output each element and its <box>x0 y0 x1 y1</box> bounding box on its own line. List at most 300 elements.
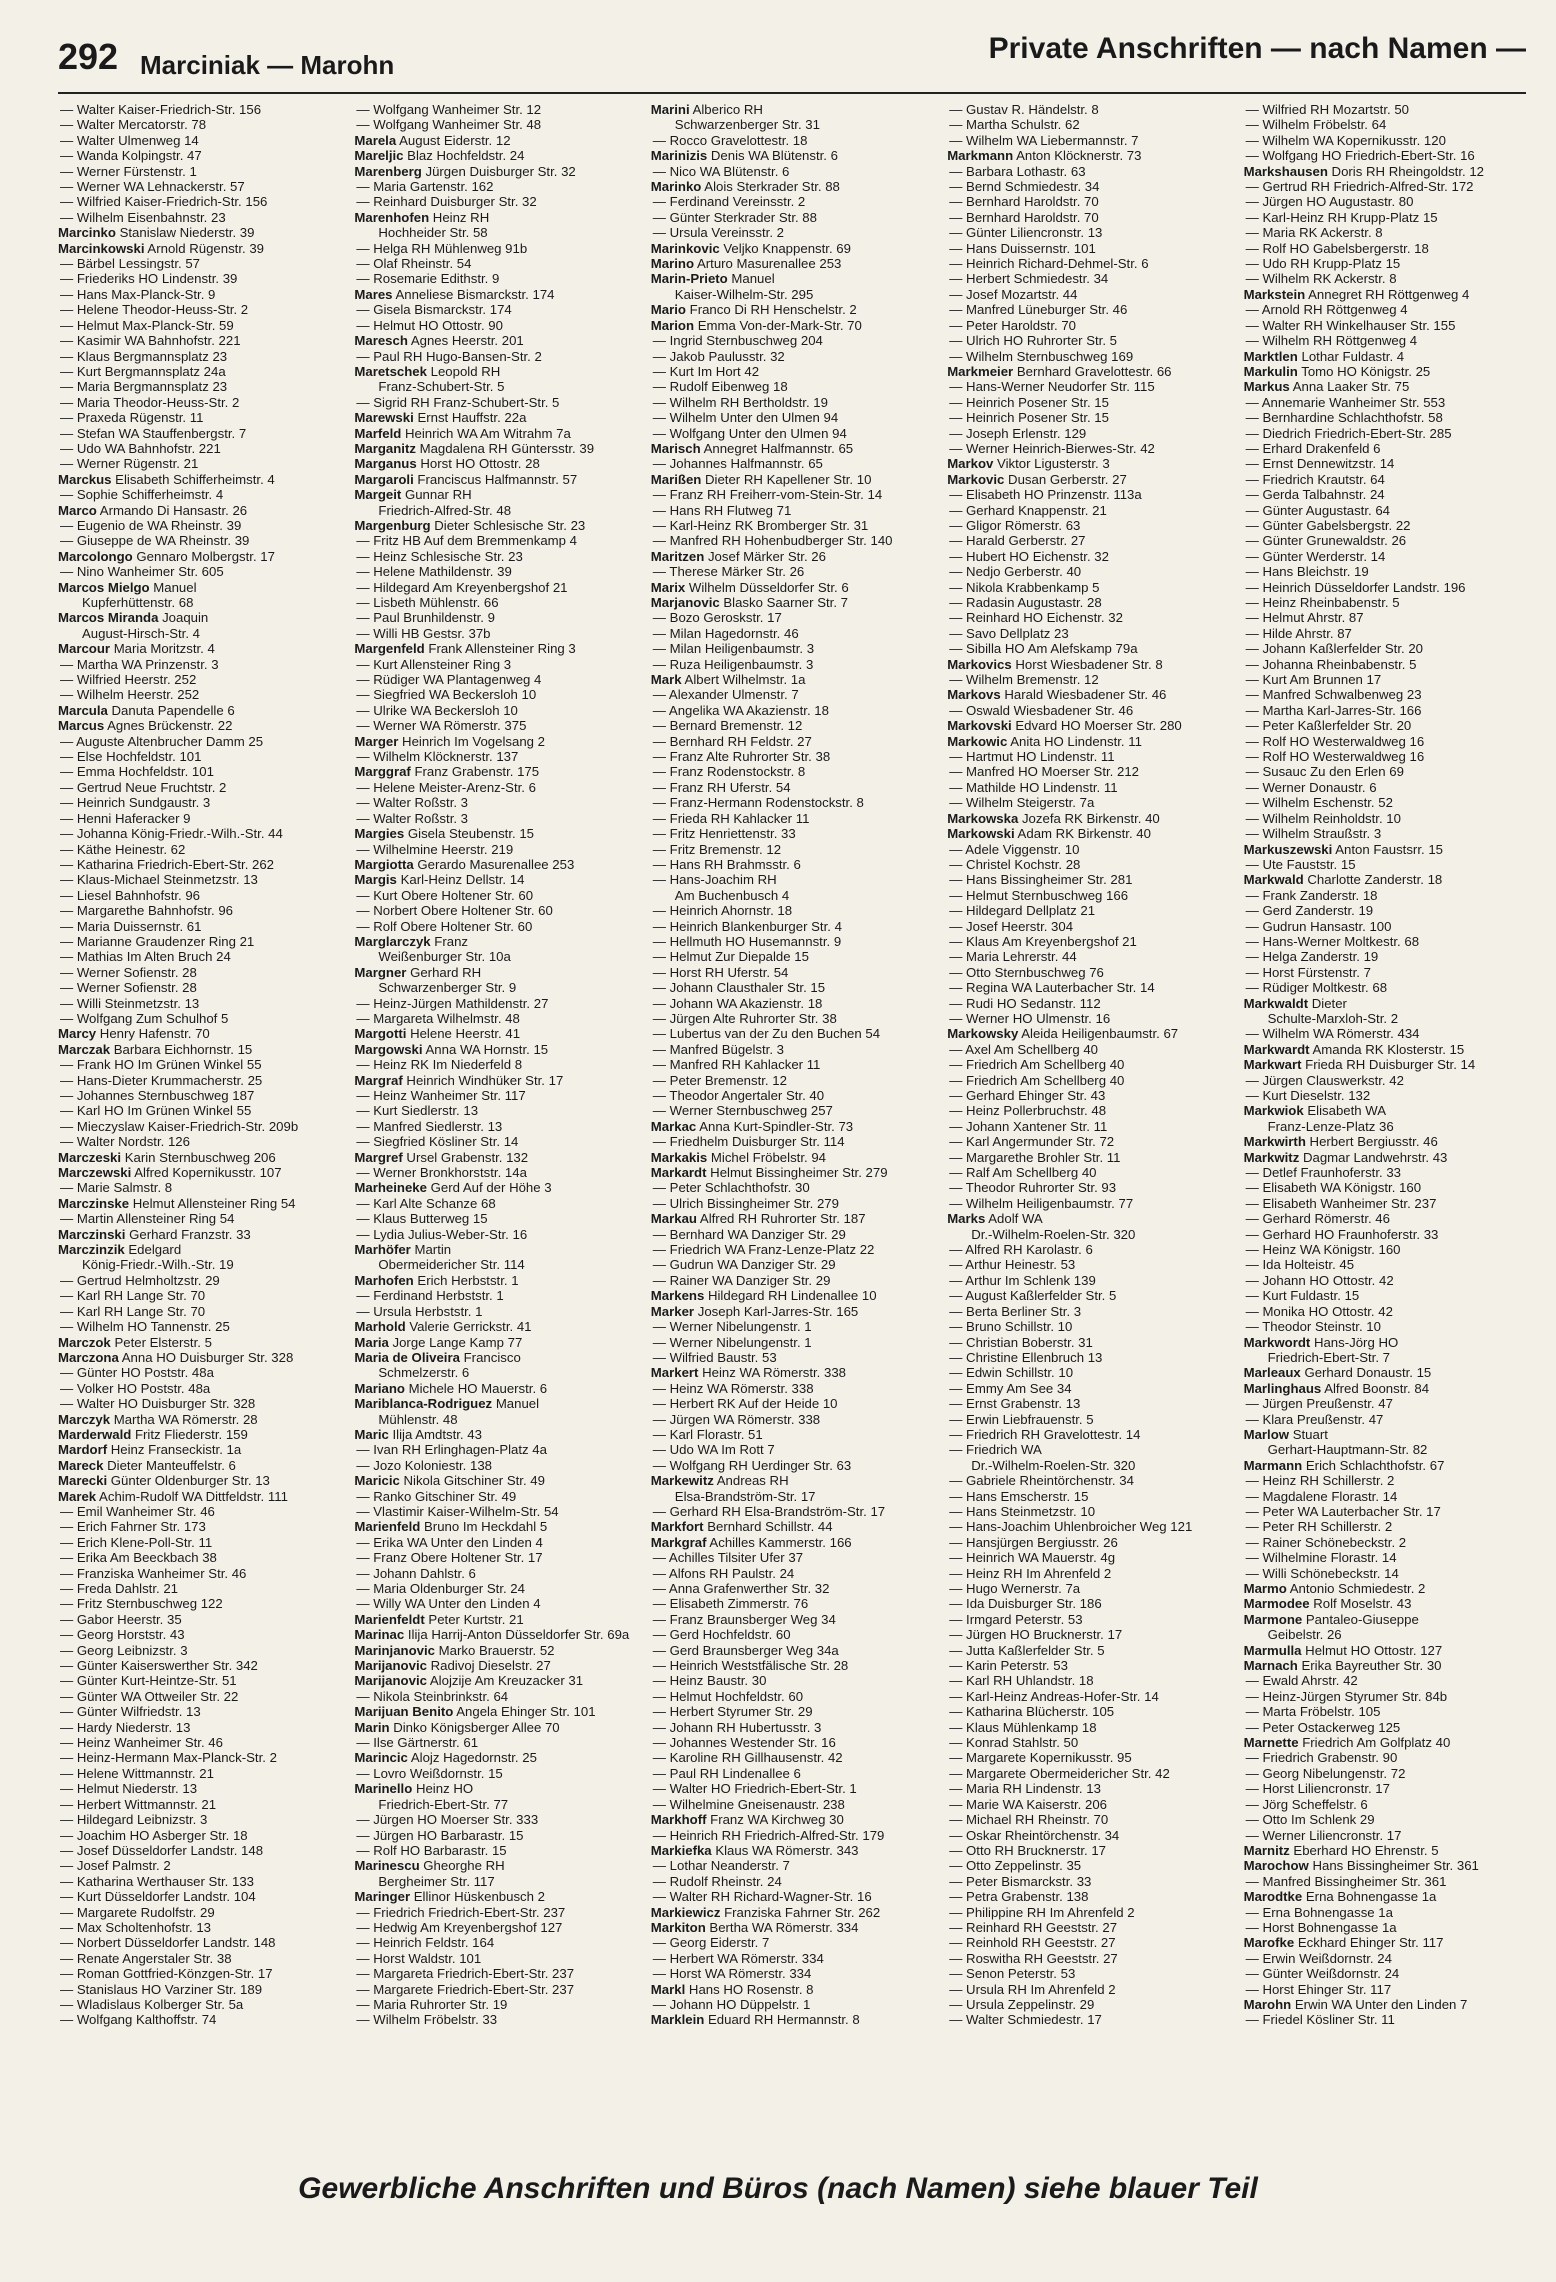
directory-entry <box>354 1350 636 1365</box>
directory-subentry: — Gerd Braunsberger Weg 34a <box>652 1642 839 1658</box>
surname: Marcinko <box>58 225 116 241</box>
entry-details: Albert Wilhelmstr. 1a <box>681 672 806 688</box>
directory-subentry: — Ulrich HO Ruhrorter Str. 5 <box>949 333 1117 349</box>
surname: Markulin <box>1243 363 1298 379</box>
entry-details: Amanda RK Klosterstr. 15 <box>1309 1041 1465 1057</box>
directory-entry <box>1244 1596 1526 1611</box>
directory-subentry: — Erich Klene-Poll-Str. 11 <box>60 1534 213 1550</box>
directory-entry <box>1244 1042 1526 1057</box>
surname: Marewski <box>354 410 414 426</box>
entry-details: Eberhard HO Ehrenstr. 5 <box>1289 1842 1439 1858</box>
directory-entry <box>58 1165 340 1180</box>
entry-details: Heinz WA Römerstr. 338 <box>698 1365 847 1381</box>
directory-entry <box>58 1150 340 1165</box>
directory-subentry: — Helmut Niederstr. 13 <box>60 1781 198 1797</box>
directory-subentry: — Helene Meister-Arenz-Str. 6 <box>356 779 536 795</box>
entry-details: Erich Herbststr. 1 <box>413 1272 519 1288</box>
directory-subentry: — Josef Heerstr. 304 <box>949 918 1074 934</box>
entry-details: Harald Wiesbadener Str. 46 <box>1000 687 1167 703</box>
surname: Markau <box>650 1211 697 1227</box>
directory-entry <box>354 410 636 425</box>
directory-subentry: — Anna Grafenwerther Str. 32 <box>652 1581 830 1596</box>
directory-entry <box>58 1350 340 1365</box>
directory-subentry: — Hans Bissingheimer Str. 281 <box>949 872 1133 888</box>
directory-subentry: — Klaus Bergmannsplatz 23 <box>60 348 228 364</box>
surname: Marks <box>947 1211 986 1227</box>
directory-entry-continuation: Obermeidericher Str. 114 <box>378 1257 525 1273</box>
entry-details: Friedrich Am Golfplatz 40 <box>1298 1735 1451 1751</box>
directory-subentry: — Georg Horststr. 43 <box>60 1627 185 1643</box>
entry-details: Franciscus Halfmannstr. 57 <box>413 471 578 487</box>
directory-subentry: — Kurt Siedlerstr. 13 <box>356 1103 479 1119</box>
surname: Markl <box>650 1981 686 1997</box>
entry-details: Fritz Fliederstr. 159 <box>131 1426 248 1442</box>
surname: Marco <box>58 502 97 518</box>
entry-details: Edvard HO Moerser Str. 280 <box>1011 718 1182 734</box>
directory-subentry: — Hildegard Dellplatz 21 <box>949 903 1096 919</box>
directory-entry-continuation: Kaiser-Wilhelm-Str. 295 <box>674 286 814 302</box>
directory-entry <box>947 1211 1229 1226</box>
entry-details: Adolf WA <box>985 1211 1043 1227</box>
directory-subentry: — Walter Mercatorstr. 78 <box>60 117 207 133</box>
directory-subentry: — Ulrike WA Beckersloh 10 <box>356 702 518 718</box>
surname: Marinello <box>354 1781 413 1797</box>
directory-entry <box>354 133 636 148</box>
directory-subentry: — Heinrich Posener Str. 15 <box>949 394 1109 410</box>
entry-details: Martin <box>410 1242 452 1258</box>
directory-subentry: — Fritz Sternbuschweg 122 <box>60 1596 223 1612</box>
directory-subentry: — Auguste Altenbrucher Damm 25 <box>60 733 264 749</box>
surname: Marganus <box>354 456 417 472</box>
surname: Marmulla <box>1243 1642 1302 1658</box>
directory-subentry: — Heinz-Hermann Max-Planck-Str. 2 <box>60 1750 277 1766</box>
directory-subentry: — Paul Brunhildenstr. 9 <box>356 610 495 626</box>
directory-subentry: — Günter Augustastr. 64 <box>1245 502 1391 518</box>
directory-subentry: — Lovro Weißdornstr. 15 <box>356 1765 503 1781</box>
directory-entry <box>354 1026 636 1041</box>
directory-subentry: — Milan Hagedornstr. 46 <box>652 625 799 641</box>
surname: Maringer <box>354 1889 411 1905</box>
directory-subentry: — Max Scholtenhofstr. 13 <box>60 1919 211 1935</box>
entry-details: Gheorghe RH <box>419 1858 505 1874</box>
directory-entry-continuation: Friedrich-Ebert-Str. 7 <box>1267 1349 1390 1365</box>
directory-subentry: — Hans-Werner Moltkestr. 68 <box>1245 933 1420 949</box>
directory-subentry: — Margarethe Brohler Str. 11 <box>949 1149 1121 1165</box>
directory-subentry: — Günter Liliencronstr. 13 <box>949 225 1103 241</box>
directory-subentry: — Rüdiger Moltkestr. 68 <box>1245 980 1388 996</box>
entry-details: Stuart <box>1289 1426 1328 1442</box>
directory-subentry: — Therese Märker Str. 26 <box>652 564 805 580</box>
directory-entry <box>651 441 933 456</box>
directory-subentry: — Rolf HO Barbarastr. 15 <box>356 1842 507 1858</box>
directory-subentry: — Wilhelm Fröbelstr. 64 <box>1245 117 1387 133</box>
directory-subentry: — Günter Werderstr. 14 <box>1245 548 1386 564</box>
directory-entry-continuation: Friedrich-Alfred-Str. 48 <box>378 502 512 518</box>
directory-subentry: — Erna Bohnengasse 1a <box>1245 1904 1393 1920</box>
surname: Markuszewski <box>1243 841 1333 857</box>
directory-entry-continuation: August-Hirsch-Str. 4 <box>82 625 200 641</box>
directory-entry-continuation: Weißenburger Str. 10a <box>378 949 511 965</box>
directory-subentry: — Peter WA Lauterbacher Str. 17 <box>1245 1503 1441 1519</box>
entry-details: Eckhard Ehinger Str. 117 <box>1294 1935 1444 1951</box>
entry-details: Dieter <box>1308 995 1347 1011</box>
directory-subentry: — Werner Sternbuschweg 257 <box>652 1103 833 1119</box>
directory-subentry: — Willi Steinmetzstr. 13 <box>60 995 200 1011</box>
directory-subentry: — Siegfried Kösliner Str. 14 <box>356 1134 519 1150</box>
directory-subentry: — Heinz Baustr. 30 <box>652 1673 767 1689</box>
directory-subentry: — Roman Gottfried-Könzgen-Str. 17 <box>60 1966 273 1982</box>
directory-subentry: — Ursula Herbststr. 1 <box>356 1303 483 1319</box>
directory-entry <box>354 364 636 379</box>
directory-subentry: — Gisela Bismarckstr. 174 <box>356 302 512 318</box>
directory-entry <box>1244 1381 1526 1396</box>
directory-subentry: — Ivan RH Erlinghagen-Platz 4a <box>356 1442 547 1458</box>
directory-subentry: — Marianne Graudenzer Ring 21 <box>60 933 255 949</box>
surname: Marleaux <box>1243 1365 1301 1381</box>
directory-subentry: — Franz-Hermann Rodenstockstr. 8 <box>652 795 864 811</box>
surname: Marisch <box>650 440 701 456</box>
entry-details: Josef Märker Str. 26 <box>704 548 826 564</box>
directory-entry <box>947 826 1229 841</box>
entry-details: Leopold RH <box>426 363 501 379</box>
directory-subentry: — Werner Sofienstr. 28 <box>60 964 197 980</box>
directory-subentry: — Magdalene Florastr. 14 <box>1245 1488 1398 1504</box>
surname: Marhöfer <box>354 1242 411 1258</box>
directory-subentry: — Werner WA Lehnackerstr. 57 <box>60 179 245 195</box>
directory-subentry: — Franz Alte Ruhrorter Str. 38 <box>652 749 831 765</box>
surname: Mario <box>650 302 686 318</box>
directory-entry <box>354 1704 636 1719</box>
surname: Marcy <box>58 1026 97 1042</box>
directory-subentry: — Manfred Schwalbenweg 23 <box>1245 687 1422 703</box>
directory-column-2 <box>354 102 636 2152</box>
directory-entry <box>354 148 636 163</box>
directory-subentry: — Paul RH Lindenallee 6 <box>652 1765 801 1781</box>
directory-subentry: — Otto Zeppelinstr. 35 <box>949 1858 1082 1874</box>
directory-subentry: — Jürgen Clauswerkstr. 42 <box>1245 1072 1404 1088</box>
directory-subentry: — Bernhardine Schlachthofstr. 58 <box>1245 410 1443 426</box>
directory-subentry: — Klaus Mühlenkamp 18 <box>949 1719 1097 1735</box>
directory-entry-continuation: Dr.-Wilhelm-Roelen-Str. 320 <box>971 1457 1136 1473</box>
directory-subentry: — Bernhard RH Feldstr. 27 <box>652 733 812 749</box>
directory-subentry: — Helmut HO Ottostr. 90 <box>356 317 503 333</box>
footer-note: Gewerbliche Anschriften und Büros (nach Namen) siehe blauer Teil <box>298 2172 1258 2205</box>
directory-entry <box>651 1119 933 1134</box>
directory-subentry: — Norbert Düsseldorfer Landstr. 148 <box>60 1935 276 1951</box>
directory-entry <box>947 657 1229 672</box>
directory-subentry: — Gligor Römerstr. 63 <box>949 517 1081 533</box>
directory-subentry: — Otto Im Schlenk 29 <box>1245 1812 1375 1828</box>
entry-details: Alfred Kopernikusstr. 107 <box>131 1165 282 1181</box>
directory-subentry: — Kurt Allensteiner Ring 3 <box>356 656 512 672</box>
directory-subentry: — Ingrid Sternbuschweg 204 <box>652 333 823 349</box>
directory-subentry: — Wilhelm RK Ackerstr. 8 <box>1245 271 1397 287</box>
directory-subentry: — Willy WA Unter den Linden 4 <box>356 1596 541 1612</box>
directory-entry <box>1244 287 1526 302</box>
surname: Mareljic <box>354 148 404 164</box>
entry-details: August Eiderstr. 12 <box>396 132 511 148</box>
directory-entry <box>651 256 933 271</box>
surname: Markakis <box>650 1149 708 1165</box>
name-range-title: Marciniak — Marohn <box>140 50 395 80</box>
surname: Markfort <box>650 1519 704 1535</box>
directory-subentry: — Hellmuth HO Husemannstr. 9 <box>652 933 842 949</box>
directory-subentry: — Regina WA Lauterbacher Str. 14 <box>949 980 1155 996</box>
directory-entry <box>947 1026 1229 1041</box>
surname: Mariblanca-Rodriguez <box>354 1396 493 1412</box>
directory-subentry: — Rüdiger WA Plantagenweg 4 <box>356 672 542 688</box>
directory-entry <box>651 1519 933 1534</box>
entry-details: Viktor Ligusterstr. 3 <box>993 456 1110 472</box>
surname: Markewitz <box>650 1473 714 1489</box>
directory-subentry: — Hans-Joachim RH <box>652 872 777 888</box>
directory-subentry: — Konrad Stahlstr. 50 <box>949 1735 1079 1751</box>
surname: Markwiok <box>1243 1103 1304 1119</box>
surname: Marczeski <box>58 1149 122 1165</box>
surname: Mardorf <box>58 1442 108 1458</box>
directory-entry <box>947 148 1229 163</box>
directory-subentry: — Heinz RH Im Ahrenfeld 2 <box>949 1565 1112 1581</box>
surname: Marijanovic <box>354 1658 427 1674</box>
directory-subentry: — Günter Sterkrader Str. 88 <box>652 209 817 225</box>
directory-subentry: — Adele Viggenstr. 10 <box>949 841 1080 857</box>
directory-entry <box>58 1489 340 1504</box>
directory-subentry: — Franz RH Freiherr-vom-Stein-Str. 14 <box>652 487 883 503</box>
directory-subentry: — Liesel Bahnhofstr. 96 <box>60 887 201 903</box>
directory-subentry: — Walter Ulmenweg 14 <box>60 132 199 148</box>
directory-subentry: — Wladislaus Kolberger Str. 5a <box>60 1996 244 2012</box>
surname: Marijanovic <box>354 1673 427 1689</box>
directory-subentry: — Gudrun Hansastr. 100 <box>1245 918 1392 934</box>
entry-details: Bruno Im Heckdahl 5 <box>420 1519 548 1535</box>
entry-details: Franz <box>430 933 468 949</box>
directory-subentry: — Gerhard RH Elsa-Brandström-Str. 17 <box>652 1503 886 1519</box>
directory-subentry: — Reinhard RH Geeststr. 27 <box>949 1919 1118 1935</box>
surname: Marnitz <box>1243 1842 1290 1858</box>
directory-subentry: — Ursula RH Im Ahrenfeld 2 <box>949 1981 1116 1997</box>
directory-entry <box>1244 1134 1526 1149</box>
directory-subentry: — Heinz Wanheimer Str. 117 <box>356 1088 526 1103</box>
entry-details: Achilles Kammerstr. 166 <box>706 1534 852 1550</box>
surname: Marenhofen <box>354 209 430 225</box>
entry-details: Peter Elsterstr. 5 <box>110 1334 212 1350</box>
directory-subentry: — Wilhelm WA Liebermannstr. 7 <box>949 132 1139 148</box>
entry-details: Heinz Franseckistr. 1a <box>107 1442 242 1458</box>
directory-subentry: — Wilhelm RH Röttgenweg 4 <box>1245 333 1418 349</box>
directory-subentry: — Martha Schulstr. 62 <box>949 117 1080 133</box>
directory-subentry: — Maria Duissernstr. 61 <box>60 918 202 934</box>
surname: Markovics <box>947 656 1012 672</box>
directory-subentry: — Ulrich Bissingheimer Str. 279 <box>652 1195 839 1211</box>
directory-subentry: — Lubertus van der Zu den Buchen 54 <box>652 1026 881 1042</box>
directory-entry <box>354 1319 636 1334</box>
directory-subentry: — Elisabeth HO Prinzenstr. 113a <box>949 487 1142 503</box>
surname: Marofke <box>1243 1935 1295 1951</box>
entry-details: Joaquin <box>158 610 209 626</box>
directory-subentry: — Petra Grabenstr. 138 <box>949 1889 1089 1905</box>
directory-entry <box>354 1627 636 1642</box>
entry-details: Hans-Jörg HO <box>1310 1334 1399 1350</box>
directory-subentry: — Elisabeth Zimmerstr. 76 <box>652 1596 809 1612</box>
directory-subentry: — Georg Leibnizstr. 3 <box>60 1642 188 1658</box>
directory-subentry: — Wilhelm HO Tannenstr. 25 <box>60 1319 230 1335</box>
directory-subentry: — Friedhelm Duisburger Str. 114 <box>652 1134 845 1150</box>
header-rule <box>58 92 1526 94</box>
directory-subentry: — Hans Duissernstr. 101 <box>949 240 1096 256</box>
directory-subentry: — Wilhelmine Gneisenaustr. 238 <box>652 1796 845 1812</box>
directory-subentry: — Karl RH Lange Str. 70 <box>60 1288 206 1304</box>
directory-entry <box>354 857 636 872</box>
directory-subentry: — Achilles Tilsiter Ufer 37 <box>652 1550 804 1566</box>
directory-subentry: — Gustav R. Händelstr. 8 <box>949 102 1099 117</box>
directory-subentry: — Mathilde HO Lindenstr. 11 <box>949 779 1118 795</box>
surname: Marczona <box>58 1349 119 1365</box>
directory-subentry: — Frieda RH Kahlacker 11 <box>652 810 810 826</box>
directory-entry <box>354 1242 636 1257</box>
directory-subentry: — Günter HO Poststr. 48a <box>60 1365 214 1381</box>
directory-subentry: — Wilhelm Straußstr. 3 <box>1245 826 1382 842</box>
directory-subentry: — Jürgen HO Moerser Str. 333 <box>356 1812 539 1828</box>
surname: Marfeld <box>354 425 402 441</box>
directory-subentry: — Bruno Schillstr. 10 <box>949 1319 1073 1335</box>
directory-subentry: — Margarethe Bahnhofstr. 96 <box>60 903 234 919</box>
directory-subentry: — Herbert RK Auf der Heide 10 <box>652 1396 838 1412</box>
directory-entry <box>354 426 636 441</box>
surname: Marhofen <box>354 1272 414 1288</box>
page-number: 292 <box>58 36 119 77</box>
entry-details: Franz WA Kirchweg 30 <box>706 1812 844 1828</box>
entry-details: Pantaleo-Giuseppe <box>1302 1611 1419 1627</box>
surname: Marijuan Benito <box>354 1704 454 1720</box>
entry-details: Karl-Heinz Dellstr. 14 <box>396 872 525 888</box>
directory-subentry: — Gabriele Rheintörchenstr. 34 <box>949 1473 1134 1489</box>
entry-details: Heinrich WA Am Witrahm 7a <box>401 425 571 441</box>
directory-subentry: — Hans Steinmetzstr. 10 <box>949 1503 1096 1519</box>
entry-details: Anna WA Hornstr. 15 <box>422 1041 549 1057</box>
entry-details: Jürgen Duisburger Str. 32 <box>421 163 576 179</box>
directory-subentry: — Wolfgang HO Friedrich-Ebert-Str. 16 <box>1245 148 1475 164</box>
directory-entry <box>1244 1335 1526 1350</box>
directory-subentry: — Rosemarie Edithstr. 9 <box>356 271 500 287</box>
directory-subentry: — Maria RK Ackerstr. 8 <box>1245 225 1383 241</box>
directory-subentry: — Wilhelm Klöcknerstr. 137 <box>356 749 519 765</box>
entry-details: Marko Brauerstr. 52 <box>435 1642 555 1658</box>
directory-entry <box>354 1658 636 1673</box>
directory-subentry: — Josef Düsseldorfer Landstr. 148 <box>60 1842 264 1858</box>
directory-subentry: — Rolf HO Gabelsbergerstr. 18 <box>1245 240 1429 256</box>
entry-details: Bernhard Schillstr. 44 <box>703 1519 833 1535</box>
directory-subentry: — Siegfried WA Beckersloh 10 <box>356 687 537 703</box>
surname: Marjanovic <box>650 595 720 610</box>
directory-entry <box>1244 1427 1526 1442</box>
directory-subentry: — Hartmut HO Lindenstr. 11 <box>949 749 1115 765</box>
surname: Marino <box>650 256 695 272</box>
directory-subentry: — Wolfgang Wanheimer Str. 48 <box>356 117 542 133</box>
entry-details: Gerhard Donaustr. 15 <box>1300 1365 1432 1381</box>
entry-details: Annegret Halfmannstr. 65 <box>700 440 854 456</box>
directory-subentry: — Rudolf Rheinstr. 24 <box>652 1873 782 1889</box>
directory-entry <box>58 225 340 240</box>
directory-subentry: — Oswald Wiesbadener Str. 46 <box>949 702 1134 718</box>
directory-entry <box>947 811 1229 826</box>
directory-subentry: — Walter RH Winkelhauser Str. 155 <box>1245 317 1456 333</box>
surname: Marienfeld <box>354 1519 421 1535</box>
directory-subentry: — Wilhelm Eisenbahnstr. 23 <box>60 209 226 225</box>
surname: Marincic <box>354 1750 408 1766</box>
directory-subentry: — Heinrich Richard-Dehmel-Str. 6 <box>949 256 1149 272</box>
directory-subentry: — Philippine RH Im Ahrenfeld 2 <box>949 1904 1135 1920</box>
directory-entry-continuation: Schwarzenberger Str. 31 <box>674 117 820 133</box>
directory-entry <box>651 318 933 333</box>
directory-subentry: — Werner HO Ulmenstr. 16 <box>949 1010 1111 1026</box>
entry-details: Ilija Harrij-Anton Düsseldorfer Str. 69a <box>404 1627 630 1643</box>
directory-subentry: — Johann HO Ottostr. 42 <box>1245 1272 1394 1288</box>
entry-details: Radivoj Dieselstr. 27 <box>426 1658 551 1674</box>
directory-subentry: — Horst Ehinger Str. 117 <box>1245 1981 1392 1997</box>
entry-details: Manuel <box>727 271 775 287</box>
surname: Maritzen <box>650 548 705 564</box>
directory-subentry: — Georg Nibelungenstr. 72 <box>1245 1765 1406 1781</box>
surname: Markwart <box>1243 1057 1302 1073</box>
directory-subentry: — Maria Lehrerstr. 44 <box>949 949 1077 965</box>
directory-subentry: — Horst Fürstenstr. 7 <box>1245 964 1371 980</box>
surname: Margowski <box>354 1041 423 1057</box>
directory-subentry: — Margareta Wilhelmstr. 48 <box>356 1010 520 1026</box>
surname: Markiefka <box>650 1842 712 1858</box>
directory-subentry: — Bernard Bremenstr. 12 <box>652 718 803 734</box>
directory-subentry: — Heinrich Ahornstr. 18 <box>652 903 793 919</box>
directory-subentry: — Karl-Heinz RK Bromberger Str. 31 <box>652 517 869 533</box>
directory-subentry: — Herbert WA Römerstr. 334 <box>652 1950 824 1966</box>
directory-entry-continuation: Elsa-Brandström-Str. 17 <box>674 1488 816 1504</box>
entry-details: Heinz RH <box>429 209 490 225</box>
entry-details: Hildegard RH Lindenallee 10 <box>704 1288 877 1304</box>
directory-subentry: — Herbert Styrumer Str. 29 <box>652 1704 813 1720</box>
directory-subentry: — Maria Bergmannsplatz 23 <box>60 379 228 395</box>
entry-details: Anton Klöcknerstr. 73 <box>1013 148 1142 164</box>
directory-subentry: — Axel Am Schellberg 40 <box>949 1041 1098 1057</box>
directory-entry <box>354 333 636 348</box>
directory-entry <box>354 1073 636 1088</box>
directory-entry <box>354 641 636 656</box>
directory-subentry: — Helmut Zur Diepalde 15 <box>652 949 809 965</box>
directory-subentry: — Günter Weißdornstr. 24 <box>1245 1966 1400 1982</box>
surname: Marodtke <box>1243 1889 1303 1905</box>
surname: Marcour <box>58 641 111 657</box>
directory-subentry: — Martha Karl-Jarres-Str. 166 <box>1245 702 1422 718</box>
surname: Markus <box>1243 379 1290 395</box>
directory-subentry: — Helmut Hochfeldstr. 60 <box>652 1688 804 1704</box>
directory-entry <box>354 1889 636 1904</box>
directory-subentry: — Gerd Zanderstr. 19 <box>1245 903 1374 919</box>
directory-subentry: — Walter HO Friedrich-Ebert-Str. 1 <box>652 1781 857 1797</box>
directory-subentry: — Fritz Bremenstr. 12 <box>652 841 782 857</box>
directory-subentry: — Friedrich Friedrich-Ebert-Str. 237 <box>356 1904 566 1920</box>
directory-subentry: — Elisabeth Wanheimer Str. 237 <box>1245 1195 1437 1211</box>
directory-subentry: — Bernhard Haroldstr. 70 <box>949 194 1099 210</box>
directory-subentry: — Heinrich Posener Str. 15 <box>949 410 1109 426</box>
directory-subentry: — Roswitha RH Geeststr. 27 <box>949 1950 1118 1966</box>
directory-entry <box>947 718 1229 733</box>
directory-entry <box>354 472 636 487</box>
directory-subentry: — Fritz Henriettenstr. 33 <box>652 826 796 842</box>
surname: Marczyk <box>58 1411 111 1427</box>
directory-entry <box>947 456 1229 471</box>
entry-details: Heinz HO <box>412 1781 474 1797</box>
directory-subentry: — Walter HO Duisburger Str. 328 <box>60 1396 256 1412</box>
directory-subentry: — Bärbel Lessingstr. 57 <box>60 256 201 272</box>
surname: Markwordt <box>1243 1334 1311 1350</box>
